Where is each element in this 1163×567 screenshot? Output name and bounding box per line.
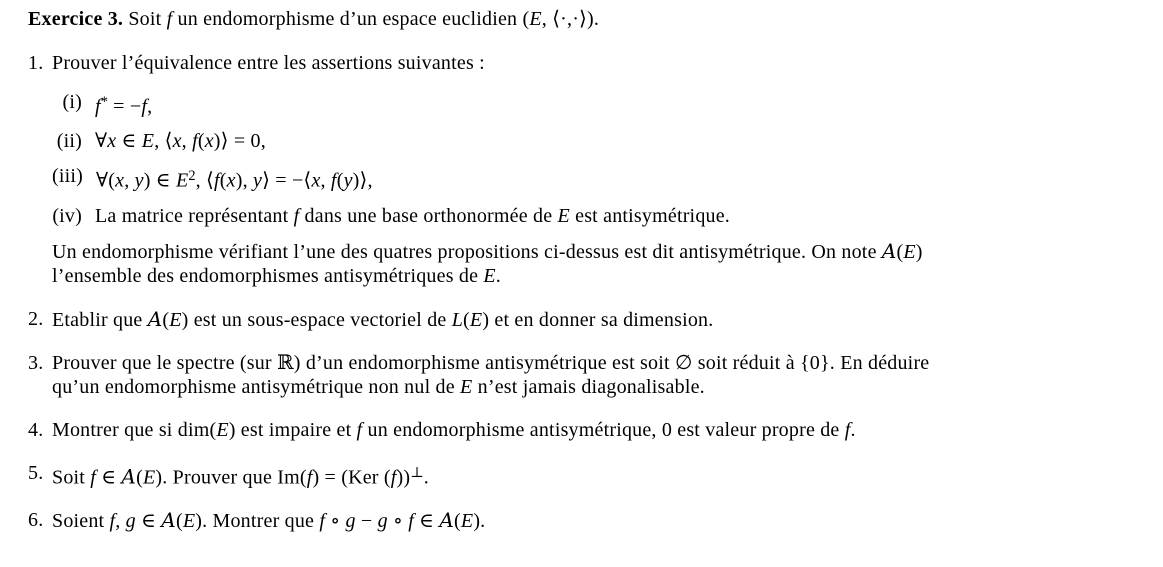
- text-run: Soit: [123, 8, 167, 30]
- text-run: ⟩ = −⟨: [262, 169, 312, 192]
- text-run: (: [454, 510, 461, 533]
- superscript-run: 2: [188, 168, 196, 185]
- question-item-2: [28, 307, 1139, 332]
- math-italic-run: x: [226, 169, 236, 192]
- text-run: ∀(: [96, 169, 116, 192]
- question-item-3: [28, 351, 1139, 399]
- text-run: ∘: [325, 510, 346, 533]
- text-run: .: [423, 466, 429, 489]
- text-run: (: [896, 240, 904, 263]
- text-run: ): [915, 240, 923, 263]
- math-italic-run: f: [356, 418, 363, 441]
- math-italic-run: f: [330, 169, 337, 192]
- text-run: Un endomorphisme vérifiant l’une des quatres propositions ci-dessus est dit antisymétrique. On note: [52, 240, 882, 263]
- superscript-run: *: [100, 94, 108, 110]
- text-run: ) et en donner sa dimension.: [482, 308, 714, 331]
- text-run: Etablir que: [52, 308, 148, 331]
- math-italic-run: L: [451, 308, 464, 331]
- math-italic-run: y: [252, 169, 263, 192]
- text-run: (: [219, 169, 227, 192]
- question-list: [28, 51, 1139, 533]
- question-body: [52, 508, 1139, 533]
- assertion-text: [95, 129, 266, 153]
- text-run: est antisymétrique.: [569, 204, 730, 227]
- question-text: [52, 508, 1139, 533]
- question-text: [52, 307, 1139, 332]
- assertion-text: [95, 90, 152, 118]
- question-item-4: [28, 418, 1139, 442]
- text-run: (: [197, 130, 205, 153]
- text-run: qu’un endomorphisme antisymétrique non nul de: [52, 375, 461, 398]
- text-run: n’est jamais diagonalisable.: [472, 375, 705, 398]
- math-italic-run: f: [408, 510, 414, 533]
- math-italic-run: f: [214, 169, 220, 192]
- text-run: l’ensemble des endomorphismes antisymétriques de: [52, 264, 484, 287]
- text-run: ∘: [387, 510, 409, 533]
- math-italic-run: f: [192, 130, 198, 153]
- math-italic-run: E: [903, 240, 916, 263]
- text-run: ∈: [135, 510, 162, 533]
- math-italic-run: E: [182, 510, 196, 533]
- assertion-text: [95, 204, 730, 228]
- math-italic-run: f: [95, 95, 101, 118]
- assertion-marker: (i): [62, 91, 82, 113]
- math-italic-run: f: [293, 204, 300, 227]
- text-run: )): [396, 466, 411, 489]
- question-body: [52, 351, 1139, 399]
- text-run: un endomorphisme antisymétrique, 0 est valeur propre de: [362, 418, 845, 441]
- text-run: un endomorphisme d’un espace euclidien (: [172, 8, 530, 30]
- assertion-marker: (iii): [52, 165, 83, 188]
- text-run: La matrice représentant: [95, 204, 294, 227]
- text-run: ,: [320, 169, 331, 192]
- question-number: 2.: [28, 307, 44, 330]
- text-run: )⟩,: [352, 169, 373, 192]
- math-italic-run: y: [134, 169, 144, 192]
- text-run: ,: [147, 95, 153, 118]
- text-run: ∀: [95, 130, 108, 153]
- text-run: ) = (Ker (: [312, 466, 391, 489]
- text-run: −: [355, 510, 378, 533]
- text-run: Soit: [52, 466, 91, 489]
- math-italic-run: f: [306, 466, 313, 489]
- note-paragraph: [52, 239, 1139, 288]
- text-run: Prouver que le spectre (sur ℝ) d’un endomorphisme antisymétrique est soit ∅ soit réduit à {0}. En déduire: [52, 351, 930, 374]
- question-item-1: [28, 51, 1139, 288]
- math-italic-run: x: [115, 169, 125, 192]
- assertion-marker: (iv): [52, 204, 82, 227]
- question-text: [52, 351, 1139, 399]
- question-body: [52, 461, 1139, 489]
- question-number: 3.: [28, 351, 44, 374]
- text-run: , ⟨: [154, 130, 173, 153]
- script-A: A: [439, 508, 455, 533]
- text-run: ∈: [96, 466, 122, 489]
- text-run: ),: [235, 169, 253, 192]
- question-item-5: [28, 461, 1139, 489]
- math-italic-run: f, g: [109, 510, 136, 533]
- superscript-run: ⊥: [410, 464, 424, 481]
- math-italic-run: x: [204, 130, 214, 153]
- text-run: ).: [473, 510, 486, 533]
- math-italic-run: E: [216, 418, 229, 441]
- math-italic-run: f: [390, 466, 397, 489]
- question-body: [52, 418, 1139, 442]
- script-A: A: [881, 238, 897, 263]
- text-run: .: [495, 264, 501, 287]
- text-run: Montrer que si dim(: [52, 418, 217, 441]
- text-run: , ⟨·,·⟩).: [541, 8, 600, 30]
- math-italic-run: f: [141, 95, 148, 118]
- text-run: ) est impaire et: [228, 418, 357, 441]
- math-italic-run: f: [319, 510, 326, 533]
- exercise-heading: [28, 7, 1139, 31]
- text-run: ). Montrer que: [195, 510, 320, 533]
- text-run: = −: [107, 95, 142, 118]
- text-run: (: [175, 510, 183, 533]
- text-run: (: [136, 466, 143, 489]
- math-italic-run: E: [557, 204, 570, 227]
- math-italic-run: E: [175, 169, 189, 192]
- math-italic-run: E: [460, 375, 473, 398]
- question-number: 5.: [28, 461, 44, 484]
- bold-text-run: Exercice 3.: [28, 8, 124, 30]
- math-italic-run: E: [529, 8, 542, 30]
- text-run: ,: [181, 130, 193, 153]
- text-run: (: [336, 169, 344, 192]
- question-text: [52, 51, 1139, 75]
- assertion-item-i: [52, 90, 1139, 118]
- text-run: , ⟨: [195, 169, 214, 192]
- script-A: A: [147, 306, 163, 331]
- question-item-6: [28, 508, 1139, 533]
- assertion-item-ii: [52, 129, 1139, 153]
- assertion-item-iv: [52, 204, 1139, 228]
- math-italic-run: E: [469, 308, 483, 331]
- script-A: A: [161, 508, 176, 533]
- text-run: (: [162, 308, 170, 331]
- math-italic-run: f: [844, 418, 851, 441]
- script-A: A: [121, 464, 137, 489]
- math-italic-run: f: [166, 8, 173, 30]
- math-italic-run: x: [172, 130, 182, 153]
- math-italic-run: E: [169, 308, 182, 331]
- math-italic-run: E: [142, 466, 156, 489]
- math-italic-run: x: [107, 130, 117, 153]
- text-run: )⟩ = 0,: [213, 130, 266, 153]
- text-run: Soient: [52, 510, 110, 533]
- question-text: [52, 461, 1139, 489]
- text-run: (: [463, 308, 470, 331]
- text-run: dans une base orthonormée de: [299, 204, 558, 227]
- assertion-item-iii: [52, 164, 1139, 192]
- question-text: [52, 418, 1139, 442]
- text-run: ∈: [116, 130, 142, 153]
- math-italic-run: E: [460, 510, 474, 533]
- text-run: ,: [124, 169, 135, 192]
- text-run: .: [850, 418, 856, 441]
- question-number: 6.: [28, 509, 44, 532]
- assertion-text: [96, 164, 373, 192]
- math-italic-run: y: [343, 169, 353, 192]
- text-run: ). Prouver que Im(: [155, 466, 307, 489]
- question-number: 1.: [28, 52, 44, 74]
- assertion-list: [52, 90, 1139, 228]
- text-run: Prouver l’équivalence entre les assertions suivantes :: [52, 52, 485, 74]
- math-italic-run: g: [377, 510, 388, 533]
- math-italic-run: g: [345, 510, 356, 533]
- question-number: 4.: [28, 418, 44, 441]
- math-italic-run: x: [311, 169, 321, 192]
- question-body: [52, 307, 1139, 332]
- question-body: [52, 51, 1139, 288]
- text-run: ) ∈: [143, 169, 176, 192]
- math-italic-run: f: [90, 466, 97, 489]
- assertion-marker: (ii): [56, 130, 82, 153]
- text-run: ∈: [413, 510, 440, 533]
- math-italic-run: E: [483, 264, 496, 287]
- math-italic-run: E: [141, 130, 155, 153]
- text-run: ) est un sous-espace vectoriel de: [181, 308, 452, 331]
